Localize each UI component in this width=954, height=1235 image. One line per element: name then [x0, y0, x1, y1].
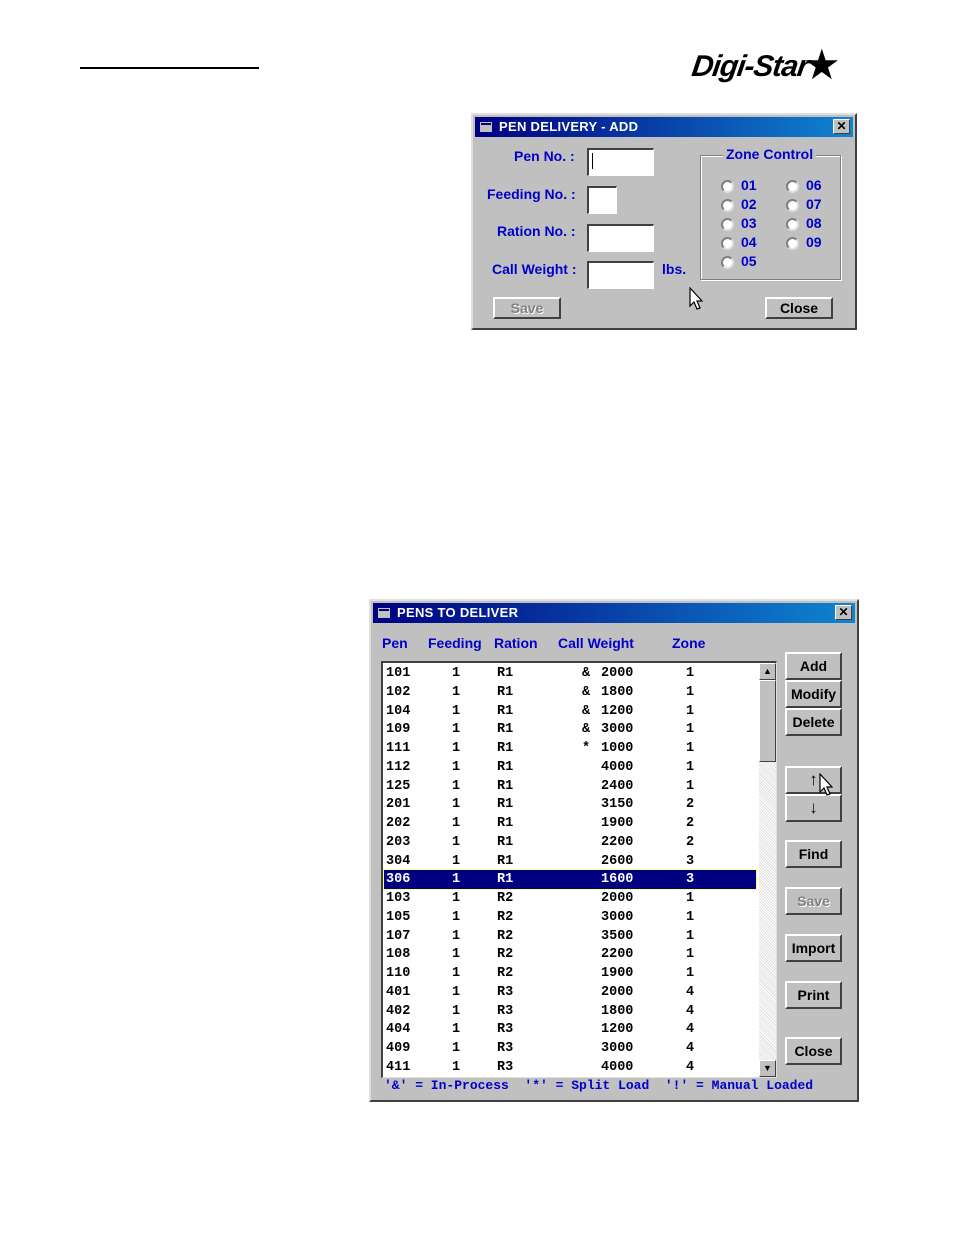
weight-cell: 2000 [601, 666, 634, 681]
table-row[interactable] [384, 889, 756, 908]
zone-cell: 4 [686, 984, 695, 1000]
feeding-no-input[interactable] [587, 186, 617, 214]
delete-button[interactable]: Delete [785, 708, 842, 736]
feeding-cell: 1 [452, 1022, 461, 1038]
table-row[interactable] [384, 1039, 756, 1058]
zone-09-label: 09 [806, 234, 822, 250]
weight-cell: 2400 [601, 778, 634, 794]
zone-cell: 1 [686, 666, 695, 681]
window-title: PENS TO DELIVER [397, 605, 519, 620]
flag-cell: & [582, 666, 591, 681]
pen-cell: 107 [386, 928, 411, 944]
table-row[interactable] [384, 945, 756, 964]
table-row[interactable] [384, 814, 756, 833]
feeding-cell: 1 [452, 1003, 461, 1019]
table-row[interactable] [384, 870, 756, 889]
pens-to-deliver-dialog [369, 599, 859, 1102]
pen-cell: 101 [386, 666, 411, 681]
zone-cell: 4 [686, 1003, 695, 1019]
zone-cell: 1 [686, 928, 695, 944]
ration-cell: R1 [497, 778, 514, 794]
zone-02-label: 02 [741, 196, 757, 212]
feeding-cell: 1 [452, 853, 461, 869]
table-row[interactable] [384, 702, 756, 721]
zone-cell: 1 [686, 741, 695, 756]
ration-no-label: Ration No. : [497, 223, 576, 239]
table-row[interactable] [384, 683, 756, 702]
pen-cell: 112 [386, 759, 411, 775]
window-icon [378, 608, 390, 618]
table-row[interactable] [384, 852, 756, 871]
ration-cell: R2 [497, 909, 514, 925]
column-header-pen: Pen [382, 635, 408, 651]
logo-text: Digi-Star [689, 50, 811, 83]
feeding-no-label: Feeding No. : [487, 186, 576, 202]
feeding-cell: 1 [452, 666, 461, 681]
zone-cell: 1 [686, 909, 695, 925]
weight-cell: 4000 [601, 759, 634, 775]
weight-cell: 2600 [601, 853, 634, 869]
weight-cell: 3500 [601, 928, 634, 944]
print-button[interactable]: Print [785, 981, 842, 1009]
vertical-scrollbar[interactable] [759, 663, 776, 1077]
ration-cell: R1 [497, 684, 514, 700]
zone-07-radio[interactable] [786, 199, 799, 212]
zone-03-label: 03 [741, 215, 757, 231]
zone-01-radio[interactable] [721, 180, 734, 193]
ration-cell: R1 [497, 703, 514, 719]
feeding-cell: 1 [452, 872, 461, 888]
ration-cell: R3 [497, 1041, 514, 1056]
table-row[interactable] [384, 964, 756, 983]
feeding-cell: 1 [452, 684, 461, 700]
table-row[interactable] [384, 1002, 756, 1021]
call-weight-input[interactable] [587, 261, 654, 289]
ration-cell: R2 [497, 966, 514, 981]
zone-02-radio[interactable] [721, 199, 734, 212]
table-row[interactable] [384, 777, 756, 796]
ration-cell: R1 [497, 834, 514, 850]
feeding-cell: 1 [452, 722, 461, 738]
pen-cell: 110 [386, 966, 411, 981]
zone-cell: 1 [686, 966, 695, 981]
column-header-zone: Zone [672, 635, 706, 651]
pen-cell: 202 [386, 816, 411, 831]
weight-cell: 2000 [601, 984, 634, 1000]
pen-no-label: Pen No. : [514, 148, 575, 164]
pen-cell: 401 [386, 984, 411, 1000]
ration-cell: R1 [497, 872, 514, 888]
flag-cell: & [582, 703, 591, 719]
weight-cell: 3000 [601, 909, 634, 925]
move-up-button[interactable]: ↑ [785, 766, 842, 794]
table-row[interactable] [384, 833, 756, 852]
zone-cell: 1 [686, 947, 695, 963]
ration-cell: R3 [497, 1059, 514, 1075]
flag-cell: & [582, 684, 591, 700]
mouse-pointer-icon [819, 773, 833, 797]
flag-cell: & [582, 722, 591, 738]
zone-cell: 1 [686, 778, 695, 794]
pen-cell: 203 [386, 834, 411, 850]
text-caret [592, 153, 593, 169]
units-label: lbs. [662, 261, 687, 277]
ration-cell: R1 [497, 816, 514, 831]
table-row[interactable] [384, 795, 756, 814]
pen-cell: 409 [386, 1041, 411, 1056]
zone-cell: 1 [686, 759, 695, 775]
close-button[interactable]: Close [765, 297, 833, 319]
feeding-cell: 1 [452, 703, 461, 719]
pen-cell: 404 [386, 1022, 411, 1038]
zone-01-label: 01 [741, 177, 757, 193]
feeding-cell: 1 [452, 928, 461, 944]
close-icon[interactable]: ✕ [833, 119, 850, 134]
column-header-feeding: Feeding [428, 635, 482, 651]
ration-no-input[interactable] [587, 224, 654, 252]
pen-cell: 103 [386, 891, 411, 906]
zone-cell: 1 [686, 703, 695, 719]
weight-cell: 1900 [601, 816, 634, 831]
zone-cell: 1 [686, 891, 695, 906]
table-row[interactable] [384, 720, 756, 739]
weight-cell: 3150 [601, 797, 634, 813]
pen-cell: 411 [386, 1059, 411, 1075]
zone-05-radio[interactable] [721, 256, 734, 269]
table-row[interactable] [384, 739, 756, 758]
close-button[interactable]: Close [785, 1037, 842, 1065]
ration-cell: R1 [497, 666, 514, 681]
zone-07-label: 07 [806, 196, 822, 212]
zone-cell: 2 [686, 834, 695, 850]
feeding-cell: 1 [452, 947, 461, 963]
zone-cell: 3 [686, 872, 695, 888]
zone-03-radio[interactable] [721, 218, 734, 231]
find-button[interactable]: Find [785, 840, 842, 868]
star-icon: ★ [803, 41, 841, 88]
zone-control-label: Zone Control [723, 146, 816, 162]
feeding-cell: 1 [452, 741, 461, 756]
zone-cell: 4 [686, 1022, 695, 1038]
ration-cell: R1 [497, 741, 514, 756]
move-down-button[interactable]: ↓ [785, 794, 842, 822]
zone-cell: 1 [686, 684, 695, 700]
table-row[interactable] [384, 927, 756, 946]
zone-05-label: 05 [741, 253, 757, 269]
title-bar[interactable] [373, 603, 855, 623]
weight-cell: 3000 [601, 722, 634, 738]
pen-cell: 104 [386, 703, 411, 719]
zone-cell: 4 [686, 1041, 695, 1056]
zone-control-group [700, 146, 841, 280]
weight-cell: 1800 [601, 684, 634, 700]
legend-text: '&' = In-Process '*' = Split Load '!' = Manual Loaded [384, 1078, 814, 1093]
zone-cell: 4 [686, 1059, 695, 1075]
ration-cell: R3 [497, 984, 514, 1000]
pen-cell: 105 [386, 909, 411, 925]
feeding-cell: 1 [452, 1041, 461, 1056]
zone-cell: 2 [686, 797, 695, 813]
call-weight-label: Call Weight : [492, 261, 577, 277]
table-row[interactable] [384, 983, 756, 1002]
weight-cell: 3000 [601, 1041, 634, 1056]
weight-cell: 1600 [601, 872, 634, 888]
ration-cell: R2 [497, 947, 514, 963]
feeding-cell: 1 [452, 759, 461, 775]
zone-09-radio[interactable] [786, 237, 799, 250]
feeding-cell: 1 [452, 816, 461, 831]
zone-06-radio[interactable] [786, 180, 799, 193]
pens-list[interactable] [381, 661, 777, 1078]
pen-cell: 109 [386, 722, 411, 738]
zone-08-radio[interactable] [786, 218, 799, 231]
table-row[interactable] [384, 1058, 756, 1077]
scroll-thumb[interactable] [759, 680, 776, 762]
feeding-cell: 1 [452, 891, 461, 906]
weight-cell: 4000 [601, 1059, 634, 1075]
column-header-call-weight: Call Weight [558, 635, 634, 651]
table-row[interactable] [384, 758, 756, 777]
feeding-cell: 1 [452, 984, 461, 1000]
ration-cell: R1 [497, 722, 514, 738]
save-button[interactable]: Save [785, 887, 842, 915]
zone-cell: 1 [686, 722, 695, 738]
scroll-up-icon[interactable]: ▲ [759, 663, 776, 680]
pen-cell: 306 [386, 872, 411, 888]
add-button[interactable]: Add [785, 652, 842, 680]
ration-cell: R2 [497, 891, 514, 906]
scroll-down-icon[interactable]: ▼ [759, 1060, 776, 1077]
ration-cell: R1 [497, 759, 514, 775]
table-row[interactable] [384, 908, 756, 927]
save-button[interactable]: Save [493, 297, 561, 319]
window-icon [480, 122, 492, 132]
pen-cell: 304 [386, 853, 411, 869]
weight-cell: 2200 [601, 947, 634, 963]
weight-cell: 1000 [601, 741, 634, 756]
digi-star-logo [689, 41, 855, 88]
feeding-cell: 1 [452, 909, 461, 925]
table-row[interactable] [384, 1020, 756, 1039]
zone-04-radio[interactable] [721, 237, 734, 250]
zone-cell: 2 [686, 816, 695, 831]
pen-no-input[interactable] [587, 148, 654, 176]
modify-button[interactable]: Modify [785, 680, 842, 708]
pen-cell: 111 [386, 741, 411, 756]
feeding-cell: 1 [452, 966, 461, 981]
zone-08-label: 08 [806, 215, 822, 231]
title-bar[interactable] [475, 117, 853, 137]
mouse-pointer-icon [689, 287, 703, 311]
pen-delivery-add-dialog [471, 113, 857, 330]
table-row[interactable] [384, 664, 756, 683]
pen-cell: 108 [386, 947, 411, 963]
zone-06-label: 06 [806, 177, 822, 193]
feeding-cell: 1 [452, 834, 461, 850]
header-rule [80, 67, 259, 69]
weight-cell: 2200 [601, 834, 634, 850]
weight-cell: 1200 [601, 703, 634, 719]
import-button[interactable]: Import [785, 934, 842, 962]
pen-cell: 125 [386, 778, 411, 794]
window-title: PEN DELIVERY - ADD [499, 119, 639, 134]
weight-cell: 1200 [601, 1022, 634, 1038]
ration-cell: R1 [497, 797, 514, 813]
weight-cell: 2000 [601, 891, 634, 906]
weight-cell: 1800 [601, 1003, 634, 1019]
weight-cell: 1900 [601, 966, 634, 981]
ration-cell: R2 [497, 928, 514, 944]
feeding-cell: 1 [452, 797, 461, 813]
ration-cell: R1 [497, 853, 514, 869]
flag-cell: * [582, 741, 591, 756]
ration-cell: R3 [497, 1003, 514, 1019]
zone-04-label: 04 [741, 234, 757, 250]
pen-cell: 402 [386, 1003, 411, 1019]
column-header-ration: Ration [494, 635, 538, 651]
close-icon[interactable]: ✕ [835, 605, 852, 620]
pen-cell: 201 [386, 797, 411, 813]
pen-cell: 102 [386, 684, 411, 700]
feeding-cell: 1 [452, 778, 461, 794]
ration-cell: R3 [497, 1022, 514, 1038]
feeding-cell: 1 [452, 1059, 461, 1075]
zone-cell: 3 [686, 853, 695, 869]
